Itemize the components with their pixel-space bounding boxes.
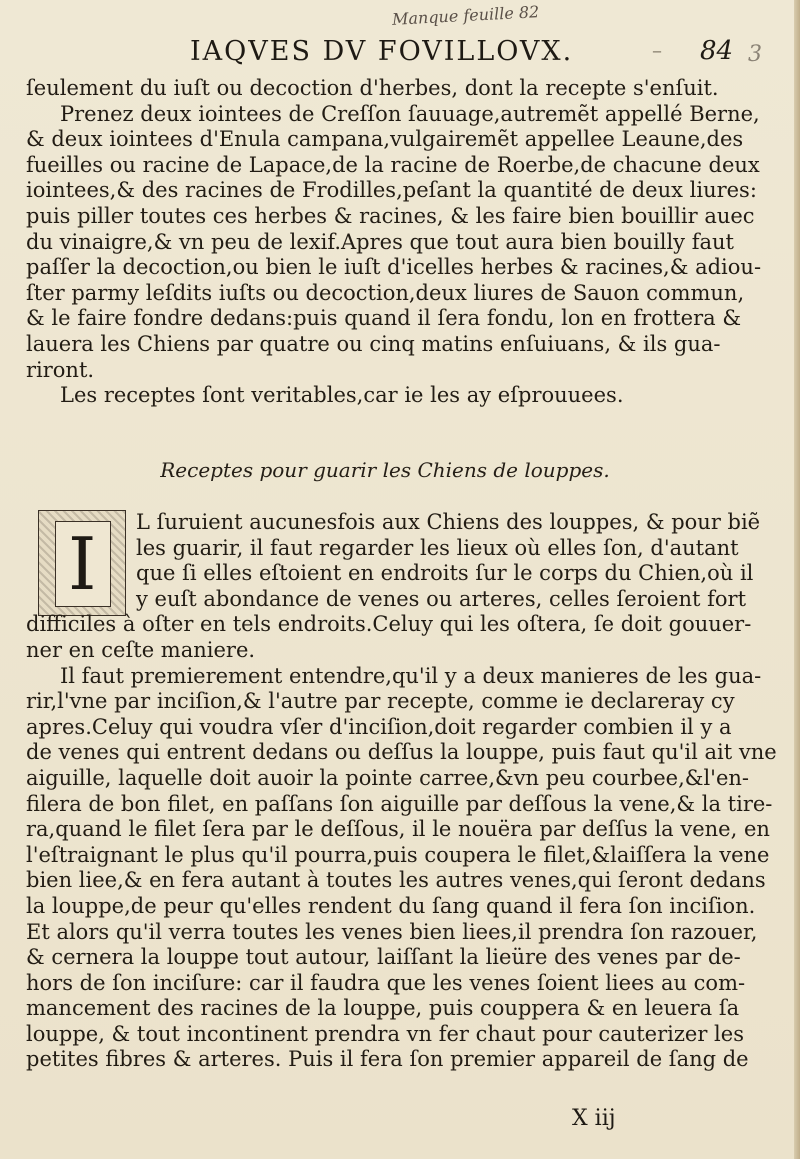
text-line: bien liee,& en fera autant à toutes les autres venes,qui ſeront dedans bbox=[26, 868, 766, 893]
text-line: que ſi elles eſtoient en endroits ſur le corps du Chien,où il bbox=[136, 561, 754, 586]
text-line: du vinaigre,& vn peu de lexif.Apres que tout aura bien bouilly faut bbox=[26, 229, 734, 254]
text-line: mancement des racines de la louppe, puis couppera & en leuera ſa bbox=[26, 996, 740, 1021]
text-line: & le faire fondre dedans:puis quand il ſera fondu, lon en frottera & bbox=[26, 306, 742, 331]
text-line: puis piller toutes ces herbes & racines, & les faire bien bouillir auec bbox=[26, 203, 755, 228]
text-line: fueilles ou racine de Lapace,de la racine de Roerbe,de chacune deux bbox=[26, 152, 760, 177]
text-line: y euſt abondance de venes ou arteres, celles ſeroient fort bbox=[136, 586, 747, 611]
initial-letter: I bbox=[68, 522, 97, 606]
text-line: paſſer la decoction,ou bien le iuſt d'icelles herbes & racines,& adiou- bbox=[26, 255, 762, 280]
text-line: Prenez deux iointees de Creſſon ſauuage,autremẽt appellé Berne, bbox=[60, 101, 760, 126]
folio-dash: – bbox=[652, 38, 662, 62]
text-line: les guarir, il faut regarder les lieux où elles ſon, d'autant bbox=[136, 535, 739, 560]
text-line: petites fibres & arteres. Puis il fera ſon premier appareil de ſang de bbox=[26, 1047, 749, 1072]
text-block-2 bbox=[26, 510, 777, 1073]
page-edge bbox=[794, 0, 800, 1159]
handwritten-annotation: Manque feuille 82 bbox=[391, 2, 540, 29]
text-line: L ſuruient aucunesfois aux Chiens des louppes, & pour biẽ bbox=[136, 510, 761, 534]
text-line: lauera les Chiens par quatre ou cinq matins enſuiuans, & ils gua- bbox=[26, 331, 721, 356]
text-line: filera de bon filet, en paſſans ſon aiguille par deſſous la vene,& la tire- bbox=[26, 791, 773, 816]
text-line: ra,quand le filet ſera par le deſſous, il le nouëra par deſſus la vene, en bbox=[26, 817, 770, 842]
signature-mark: X iij bbox=[572, 1106, 616, 1131]
text-block-1 bbox=[26, 76, 762, 409]
text-line: ſter parmy leſdits iuſts ou decoction,deux liures de Sauon commun, bbox=[26, 280, 745, 305]
text-line: ner en ceſte maniere. bbox=[26, 637, 256, 662]
text-line: apres.Celuy qui voudra vſer d'inciſion,doit regarder combien il y a bbox=[26, 714, 732, 739]
text-line: riront. bbox=[26, 357, 95, 382]
text-line: difficiles à oſter en tels endroits.Celuy qui les oſtera, ſe doit gouuer- bbox=[26, 612, 752, 637]
text-line: de venes qui entrent dedans ou deſſus la louppe, puis faut qu'il ait vne bbox=[26, 740, 777, 765]
text-line: ſeulement du iuſt ou decoction d'herbes, dont la recepte s'enſuit. bbox=[26, 76, 719, 100]
text-line: & deux iointees d'Enula campana,vulgairemẽt appellee Leaune,des bbox=[26, 127, 744, 152]
running-title: IAQVES DV FOVILLOVX. bbox=[190, 36, 574, 67]
running-head bbox=[0, 34, 800, 74]
text-line: Il faut premierement entendre,qu'il y a deux manieres de les gua- bbox=[60, 663, 762, 688]
pencil-page-number: 3 bbox=[748, 42, 762, 67]
text-line: aiguille, laquelle doit auoir la pointe carree,&vn peu courbee,&l'en- bbox=[26, 765, 750, 790]
folio-number: 84 bbox=[700, 36, 734, 66]
text-line: l'eſtraignant le plus qu'il pourra,puis coupera le filet,&laiſſera la vene bbox=[26, 842, 770, 867]
text-line: hors de ſon inciſure: car il faudra que les venes ſoient liees au com- bbox=[26, 970, 746, 995]
text-line: rir,l'vne par inciſion,& l'autre par recepte, comme ie declareray cy bbox=[26, 689, 735, 714]
text-line: & cernera la louppe tout autour, laiſſant la lieüre des venes par de- bbox=[26, 945, 741, 970]
text-line: iointees,& des racines de Frodilles,peſant la quantité de deux liures: bbox=[26, 178, 757, 203]
section-heading: Receptes pour guarir les Chiens de louppes. bbox=[160, 458, 610, 482]
text-line: Et alors qu'il verra toutes les venes bien liees,il prendra ſon razouer, bbox=[26, 919, 758, 944]
text-line: Les receptes ſont veritables,car ie les ay eſprouuees. bbox=[60, 383, 624, 408]
text-line: louppe, & tout incontinent prendra vn fer chaut pour cauterizer les bbox=[26, 1021, 744, 1046]
text-line: la louppe,de peur qu'elles rendent du ſang quand il fera ſon inciſion. bbox=[26, 893, 756, 918]
